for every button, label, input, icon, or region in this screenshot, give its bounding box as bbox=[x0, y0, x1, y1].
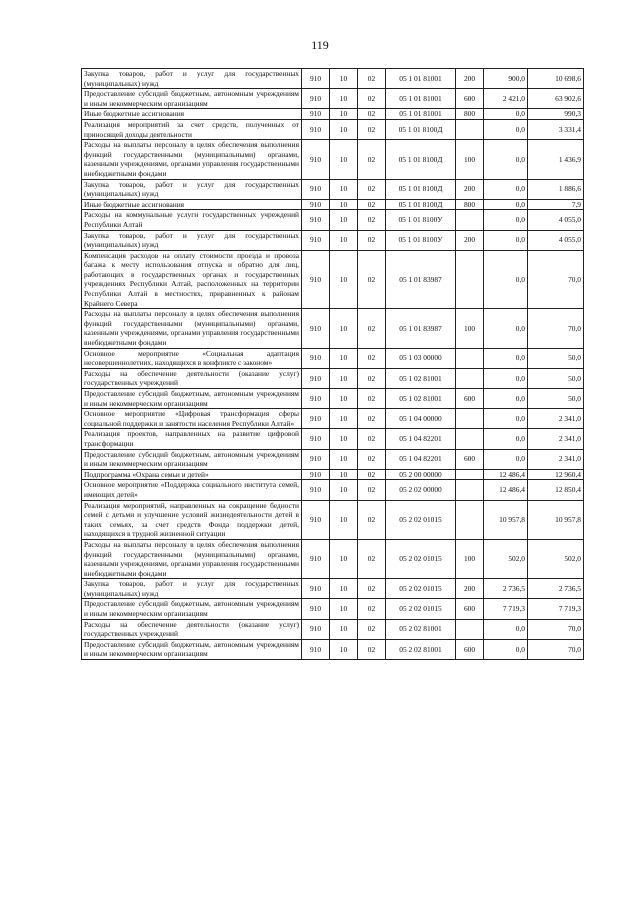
row-amount-2: 2 341,0 bbox=[528, 449, 584, 469]
row-description: Основное мероприятие «Цифровая трансформация сферы социальной поддержки и занятости населения Республики Алтай» bbox=[82, 409, 302, 429]
row-section: 10 bbox=[330, 368, 358, 388]
row-subsection: 02 bbox=[358, 539, 386, 578]
table-row bbox=[82, 429, 584, 449]
row-description: Предоставление субсидий бюджетным, автономным учреждениям и иным некоммерческим организациям bbox=[82, 599, 302, 619]
row-section: 10 bbox=[330, 250, 358, 309]
row-description: Основное мероприятие «Социальная адаптация несовершеннолетних, находящихся в конфликте с законом» bbox=[82, 348, 302, 368]
row-expense-type bbox=[456, 469, 484, 480]
row-subsection: 02 bbox=[358, 429, 386, 449]
row-amount-2: 7,9 bbox=[528, 199, 584, 210]
row-target-article: 05 1 01 8100У bbox=[386, 230, 456, 250]
row-amount-1: 12 486,4 bbox=[484, 469, 528, 480]
budget-table bbox=[81, 68, 584, 660]
row-amount-1: 0,0 bbox=[484, 639, 528, 659]
row-ministry-code: 910 bbox=[302, 250, 330, 309]
row-amount-2: 70,0 bbox=[528, 639, 584, 659]
row-target-article: 05 1 02 81001 bbox=[386, 389, 456, 409]
row-description: Предоставление субсидий бюджетным, автономным учреждениям и иным некоммерческим организациям bbox=[82, 639, 302, 659]
row-description: Расходы на коммунальные услуги государственных учреждений Республики Алтай bbox=[82, 210, 302, 230]
row-expense-type bbox=[456, 409, 484, 429]
row-section: 10 bbox=[330, 309, 358, 348]
row-amount-1: 0,0 bbox=[484, 409, 528, 429]
row-ministry-code: 910 bbox=[302, 579, 330, 599]
row-target-article: 05 1 01 81001 bbox=[386, 89, 456, 109]
row-expense-type bbox=[456, 119, 484, 139]
table-row bbox=[82, 230, 584, 250]
row-target-article: 05 1 03 00000 bbox=[386, 348, 456, 368]
table-row bbox=[82, 500, 584, 539]
page-number: 119 bbox=[311, 38, 329, 52]
row-subsection: 02 bbox=[358, 469, 386, 480]
table-row bbox=[82, 480, 584, 500]
row-section: 10 bbox=[330, 619, 358, 639]
row-ministry-code: 910 bbox=[302, 469, 330, 480]
table-row bbox=[82, 109, 584, 120]
row-amount-1: 0,0 bbox=[484, 119, 528, 139]
row-amount-1: 0,0 bbox=[484, 179, 528, 199]
row-expense-type: 800 bbox=[456, 199, 484, 210]
row-amount-2: 2 736,5 bbox=[528, 579, 584, 599]
row-subsection: 02 bbox=[358, 368, 386, 388]
row-ministry-code: 910 bbox=[302, 109, 330, 120]
row-expense-type: 600 bbox=[456, 389, 484, 409]
row-amount-2: 12 850,4 bbox=[528, 480, 584, 500]
row-section: 10 bbox=[330, 539, 358, 578]
row-ministry-code: 910 bbox=[302, 140, 330, 179]
table-row bbox=[82, 579, 584, 599]
row-section: 10 bbox=[330, 119, 358, 139]
row-amount-1: 0,0 bbox=[484, 368, 528, 388]
row-target-article: 05 2 02 01015 bbox=[386, 500, 456, 539]
row-ministry-code: 910 bbox=[302, 309, 330, 348]
row-subsection: 02 bbox=[358, 500, 386, 539]
row-section: 10 bbox=[330, 109, 358, 120]
row-subsection: 02 bbox=[358, 119, 386, 139]
row-amount-2: 70,0 bbox=[528, 309, 584, 348]
row-expense-type bbox=[456, 210, 484, 230]
row-ministry-code: 910 bbox=[302, 449, 330, 469]
table-row bbox=[82, 449, 584, 469]
row-amount-2: 990,3 bbox=[528, 109, 584, 120]
row-ministry-code: 910 bbox=[302, 348, 330, 368]
row-target-article: 05 1 04 82201 bbox=[386, 449, 456, 469]
table-row bbox=[82, 309, 584, 348]
row-amount-2: 50,0 bbox=[528, 348, 584, 368]
row-section: 10 bbox=[330, 179, 358, 199]
row-amount-1: 900,0 bbox=[484, 69, 528, 89]
row-target-article: 05 2 02 01015 bbox=[386, 579, 456, 599]
row-section: 10 bbox=[330, 449, 358, 469]
row-section: 10 bbox=[330, 389, 358, 409]
row-amount-1: 2 736,5 bbox=[484, 579, 528, 599]
row-target-article: 05 1 01 8100У bbox=[386, 210, 456, 230]
row-section: 10 bbox=[330, 469, 358, 480]
row-subsection: 02 bbox=[358, 250, 386, 309]
row-amount-2: 1 886,6 bbox=[528, 179, 584, 199]
row-ministry-code: 910 bbox=[302, 500, 330, 539]
row-description: Предоставление субсидий бюджетным, автономным учреждениям и иным некоммерческим организациям bbox=[82, 449, 302, 469]
row-amount-1: 0,0 bbox=[484, 429, 528, 449]
row-ministry-code: 910 bbox=[302, 199, 330, 210]
row-description: Реализация проектов, направленных на развитие цифровой трансформации bbox=[82, 429, 302, 449]
row-target-article: 05 1 04 00000 bbox=[386, 409, 456, 429]
row-description: Иные бюджетные ассигнования bbox=[82, 199, 302, 210]
row-description: Расходы на выплаты персоналу в целях обеспечения выполнения функций государственными (муниципальными) органами, казенными учреждениями, органами управления государственными внебюджетными фондами bbox=[82, 140, 302, 179]
row-ministry-code: 910 bbox=[302, 599, 330, 619]
row-section: 10 bbox=[330, 409, 358, 429]
row-amount-1: 0,0 bbox=[484, 109, 528, 120]
row-section: 10 bbox=[330, 639, 358, 659]
table-row bbox=[82, 348, 584, 368]
row-subsection: 02 bbox=[358, 199, 386, 210]
row-subsection: 02 bbox=[358, 179, 386, 199]
row-amount-1: 10 957,8 bbox=[484, 500, 528, 539]
row-expense-type bbox=[456, 348, 484, 368]
row-section: 10 bbox=[330, 599, 358, 619]
row-subsection: 02 bbox=[358, 639, 386, 659]
row-ministry-code: 910 bbox=[302, 69, 330, 89]
row-expense-type bbox=[456, 250, 484, 309]
row-section: 10 bbox=[330, 140, 358, 179]
row-section: 10 bbox=[330, 210, 358, 230]
row-description: Реализация мероприятий за счет средств, полученных от приносящей доходы деятельности bbox=[82, 119, 302, 139]
row-amount-2: 63 902,6 bbox=[528, 89, 584, 109]
row-amount-1: 0,0 bbox=[484, 619, 528, 639]
row-amount-2: 50,0 bbox=[528, 368, 584, 388]
row-subsection: 02 bbox=[358, 619, 386, 639]
row-amount-2: 4 055,0 bbox=[528, 210, 584, 230]
row-section: 10 bbox=[330, 579, 358, 599]
row-expense-type: 200 bbox=[456, 69, 484, 89]
row-target-article: 05 1 02 81001 bbox=[386, 368, 456, 388]
row-section: 10 bbox=[330, 230, 358, 250]
row-amount-2: 10 957,8 bbox=[528, 500, 584, 539]
row-target-article: 05 2 00 00000 bbox=[386, 469, 456, 480]
row-subsection: 02 bbox=[358, 140, 386, 179]
row-target-article: 05 2 02 01015 bbox=[386, 599, 456, 619]
row-target-article: 05 1 01 83987 bbox=[386, 309, 456, 348]
row-description: Подпрограмма «Охрана семьи и детей» bbox=[82, 469, 302, 480]
row-expense-type: 100 bbox=[456, 140, 484, 179]
row-ministry-code: 910 bbox=[302, 480, 330, 500]
row-target-article: 05 1 01 8100Д bbox=[386, 179, 456, 199]
row-expense-type: 200 bbox=[456, 179, 484, 199]
row-target-article: 05 2 02 81001 bbox=[386, 619, 456, 639]
table-row bbox=[82, 389, 584, 409]
row-ministry-code: 910 bbox=[302, 119, 330, 139]
row-expense-type: 200 bbox=[456, 230, 484, 250]
row-amount-2: 4 055,0 bbox=[528, 230, 584, 250]
row-amount-1: 12 486,4 bbox=[484, 480, 528, 500]
row-amount-2: 2 341,0 bbox=[528, 409, 584, 429]
row-subsection: 02 bbox=[358, 599, 386, 619]
row-description: Закупка товаров, работ и услуг для государственных (муниципальных) нужд bbox=[82, 579, 302, 599]
table-row bbox=[82, 250, 584, 309]
row-section: 10 bbox=[330, 199, 358, 210]
row-amount-2: 502,0 bbox=[528, 539, 584, 578]
table-row bbox=[82, 199, 584, 210]
row-subsection: 02 bbox=[358, 389, 386, 409]
table-body bbox=[82, 69, 584, 660]
row-description: Закупка товаров, работ и услуг для государственных (муниципальных) нужд bbox=[82, 230, 302, 250]
row-subsection: 02 bbox=[358, 579, 386, 599]
row-ministry-code: 910 bbox=[302, 639, 330, 659]
row-amount-2: 12 960,4 bbox=[528, 469, 584, 480]
table-row bbox=[82, 140, 584, 179]
row-expense-type bbox=[456, 368, 484, 388]
row-expense-type: 600 bbox=[456, 89, 484, 109]
table-row bbox=[82, 119, 584, 139]
table-row bbox=[82, 89, 584, 109]
row-target-article: 05 2 02 00000 bbox=[386, 480, 456, 500]
row-expense-type: 600 bbox=[456, 599, 484, 619]
row-amount-2: 70,0 bbox=[528, 250, 584, 309]
row-description: Закупка товаров, работ и услуг для государственных (муниципальных) нужд bbox=[82, 69, 302, 89]
row-target-article: 05 2 02 81001 bbox=[386, 639, 456, 659]
row-subsection: 02 bbox=[358, 210, 386, 230]
row-description: Основное мероприятие «Поддержка социального института семей, имеющих детей» bbox=[82, 480, 302, 500]
row-description: Компенсация расходов на оплату стоимости проезда и провоза багажа к месту использования отпуска и обратно для лиц, работающих в государственных органах и государственных учреждениях Республики Алтай, расположенных на территории Республики Алтай в местностях, приравненных к районам Крайнего Севера bbox=[82, 250, 302, 309]
table-row bbox=[82, 69, 584, 89]
row-description: Расходы на обеспечение деятельности (оказание услуг) государственных учреждений bbox=[82, 619, 302, 639]
row-target-article: 05 1 01 81001 bbox=[386, 69, 456, 89]
row-amount-1: 2 421,0 bbox=[484, 89, 528, 109]
row-ministry-code: 910 bbox=[302, 368, 330, 388]
row-expense-type bbox=[456, 500, 484, 539]
row-section: 10 bbox=[330, 480, 358, 500]
row-subsection: 02 bbox=[358, 309, 386, 348]
row-description: Расходы на выплаты персоналу в целях обеспечения выполнения функций государственными (муниципальными) органами, казенными учреждениями, органами управления государственными внебюджетными фондами bbox=[82, 539, 302, 578]
row-expense-type: 600 bbox=[456, 449, 484, 469]
row-expense-type bbox=[456, 619, 484, 639]
row-description: Закупка товаров, работ и услуг для государственных (муниципальных) нужд bbox=[82, 179, 302, 199]
row-description: Иные бюджетные ассигнования bbox=[82, 109, 302, 120]
row-amount-2: 2 341,0 bbox=[528, 429, 584, 449]
row-ministry-code: 910 bbox=[302, 230, 330, 250]
row-amount-1: 0,0 bbox=[484, 210, 528, 230]
row-expense-type bbox=[456, 480, 484, 500]
row-amount-2: 70,0 bbox=[528, 619, 584, 639]
row-ministry-code: 910 bbox=[302, 389, 330, 409]
row-subsection: 02 bbox=[358, 69, 386, 89]
row-target-article: 05 1 01 81001 bbox=[386, 109, 456, 120]
row-subsection: 02 bbox=[358, 89, 386, 109]
row-target-article: 05 1 04 82201 bbox=[386, 429, 456, 449]
table-row bbox=[82, 409, 584, 429]
row-expense-type: 200 bbox=[456, 579, 484, 599]
row-amount-2: 10 698,6 bbox=[528, 69, 584, 89]
row-expense-type: 100 bbox=[456, 539, 484, 578]
table-row bbox=[82, 179, 584, 199]
row-amount-1: 0,0 bbox=[484, 230, 528, 250]
table-row bbox=[82, 210, 584, 230]
row-target-article: 05 1 01 8100Д bbox=[386, 140, 456, 179]
row-description: Расходы на обеспечение деятельности (оказание услуг) государственных учреждений bbox=[82, 368, 302, 388]
row-amount-2: 3 331,4 bbox=[528, 119, 584, 139]
table-row bbox=[82, 639, 584, 659]
row-amount-1: 0,0 bbox=[484, 449, 528, 469]
table-row bbox=[82, 368, 584, 388]
row-subsection: 02 bbox=[358, 230, 386, 250]
row-ministry-code: 910 bbox=[302, 429, 330, 449]
row-ministry-code: 910 bbox=[302, 409, 330, 429]
row-description: Предоставление субсидий бюджетным, автономным учреждениям и иным некоммерческим организациям bbox=[82, 89, 302, 109]
row-ministry-code: 910 bbox=[302, 619, 330, 639]
row-target-article: 05 1 01 8100Д bbox=[386, 119, 456, 139]
row-expense-type bbox=[456, 429, 484, 449]
row-amount-2: 50,0 bbox=[528, 389, 584, 409]
row-subsection: 02 bbox=[358, 480, 386, 500]
row-expense-type: 600 bbox=[456, 639, 484, 659]
row-section: 10 bbox=[330, 429, 358, 449]
row-subsection: 02 bbox=[358, 348, 386, 368]
row-amount-1: 0,0 bbox=[484, 348, 528, 368]
row-amount-1: 0,0 bbox=[484, 140, 528, 179]
row-amount-1: 7 719,3 bbox=[484, 599, 528, 619]
row-expense-type: 800 bbox=[456, 109, 484, 120]
row-amount-1: 0,0 bbox=[484, 309, 528, 348]
row-ministry-code: 910 bbox=[302, 210, 330, 230]
row-amount-1: 0,0 bbox=[484, 199, 528, 210]
row-target-article: 05 1 01 83987 bbox=[386, 250, 456, 309]
row-description: Расходы на выплаты персоналу в целях обеспечения выполнения функций государственными (муниципальными) органами, казенными учреждениями, органами управления государственными внебюджетными фондами bbox=[82, 309, 302, 348]
row-section: 10 bbox=[330, 500, 358, 539]
row-ministry-code: 910 bbox=[302, 539, 330, 578]
row-amount-1: 502,0 bbox=[484, 539, 528, 578]
table-row bbox=[82, 539, 584, 578]
row-description: Реализация мероприятий, направленных на сокращение бедности семей с детьми и улучшение условий жизнедеятельности детей в таких семьях, за счет средств Фонда поддержки детей, находящихся в трудной жизненной ситуации bbox=[82, 500, 302, 539]
table-row bbox=[82, 469, 584, 480]
row-amount-2: 1 436,9 bbox=[528, 140, 584, 179]
row-amount-1: 0,0 bbox=[484, 250, 528, 309]
row-subsection: 02 bbox=[358, 409, 386, 429]
row-subsection: 02 bbox=[358, 449, 386, 469]
row-target-article: 05 1 01 8100Д bbox=[386, 199, 456, 210]
row-section: 10 bbox=[330, 69, 358, 89]
row-amount-1: 0,0 bbox=[484, 389, 528, 409]
table-row bbox=[82, 599, 584, 619]
row-section: 10 bbox=[330, 89, 358, 109]
row-amount-2: 7 719,3 bbox=[528, 599, 584, 619]
row-section: 10 bbox=[330, 348, 358, 368]
table-row bbox=[82, 619, 584, 639]
row-subsection: 02 bbox=[358, 109, 386, 120]
row-target-article: 05 2 02 01015 bbox=[386, 539, 456, 578]
row-description: Предоставление субсидий бюджетным, автономным учреждениям и иным некоммерческим организациям bbox=[82, 389, 302, 409]
row-ministry-code: 910 bbox=[302, 179, 330, 199]
row-ministry-code: 910 bbox=[302, 89, 330, 109]
row-expense-type: 100 bbox=[456, 309, 484, 348]
